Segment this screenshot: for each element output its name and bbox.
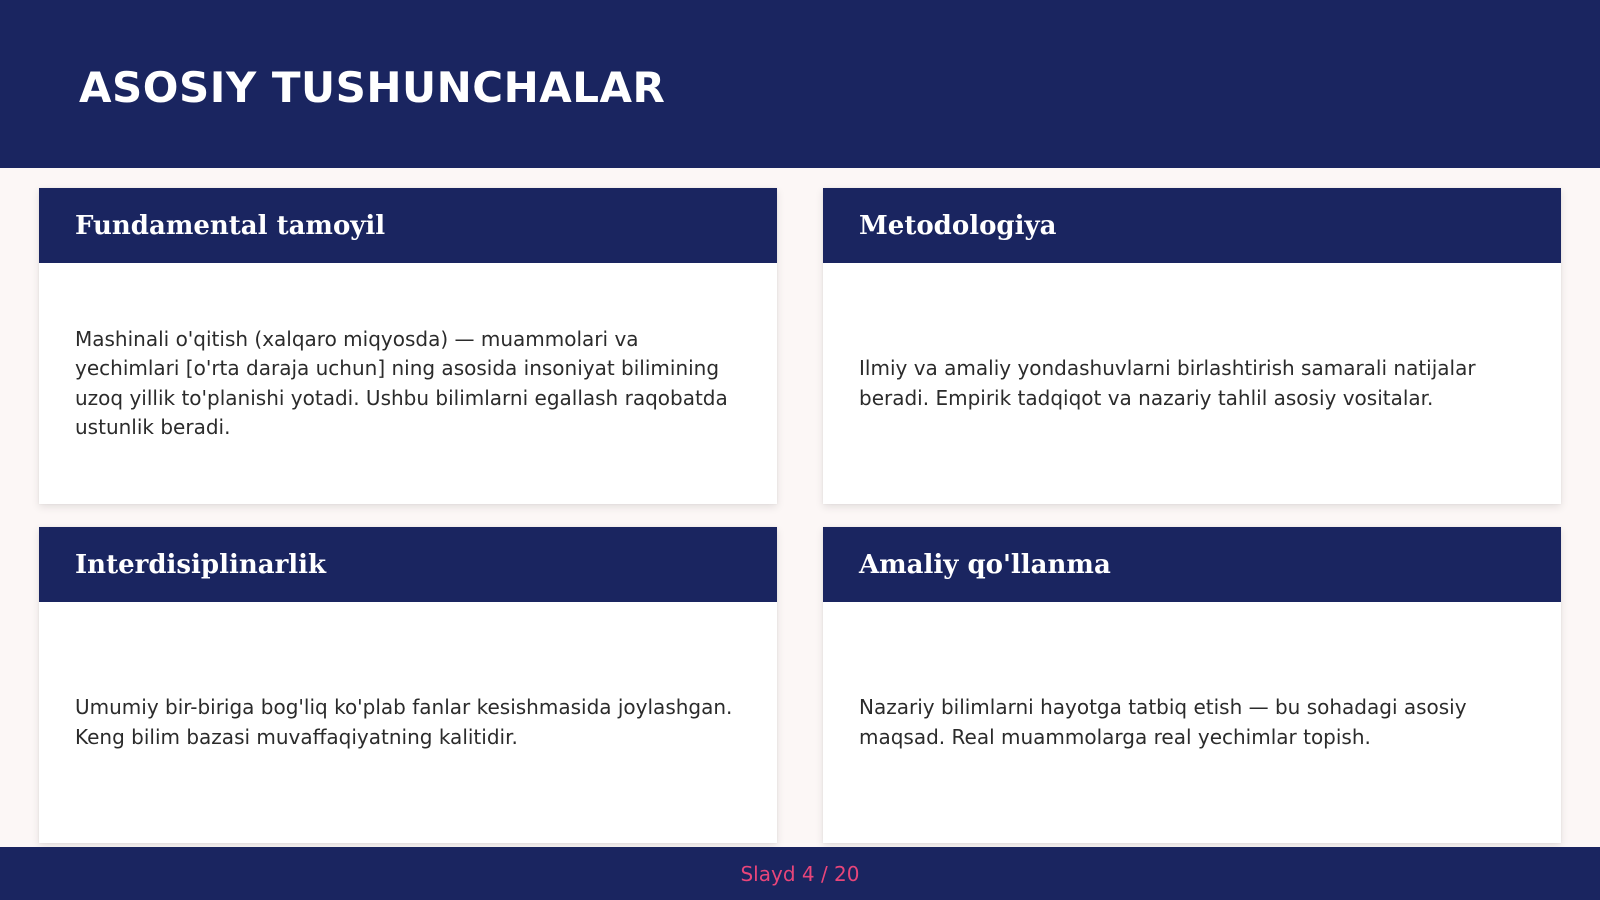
card-fundamental-tamoyil (39, 188, 777, 504)
card-title: Fundamental tamoyil (75, 210, 386, 241)
card-body (39, 263, 777, 504)
card-title: Interdisiplinarlik (75, 549, 327, 580)
card-body (823, 263, 1561, 504)
card-text: Mashinali o'qitish (xalqaro miqyosda) — muammolari va yechimlari [o'rta daraja uchun] ning asosida insoniyat bilimining uzoq yillik to'planishi yotadi. Ushbu bilimlarni egallash raqobatda ustunlik beradi. (75, 326, 728, 439)
card-interdisiplinarlik (39, 527, 777, 843)
card-body (39, 602, 777, 843)
card-title: Amaliy qo'llanma (859, 549, 1111, 580)
card-text: Nazariy bilimlarni hayotga tatbiq etish — bu sohadagi asosiy maqsad. Real muammolarga real yechimlar topish. (859, 695, 1467, 749)
card-title: Metodologiya (859, 210, 1057, 241)
card-text: Ilmiy va amaliy yondashuvlarni birlashtirish samarali natijalar beradi. Empirik tadqiqot va nazariy tahlil asosiy vositalar. (859, 356, 1476, 410)
card-header (823, 527, 1561, 602)
card-header (39, 188, 777, 263)
card-text: Umumiy bir-biriga bog'liq ko'plab fanlar kesishmasida joylashgan. Keng bilim bazasi muvaffaqiyatning kalitidir. (75, 695, 733, 749)
card-header (39, 527, 777, 602)
card-metodologiya (823, 188, 1561, 504)
header-bar (0, 0, 1600, 168)
page-title: ASOSIY TUSHUNCHALAR (79, 63, 666, 112)
card-amaliy-qollanma (823, 527, 1561, 843)
slide-counter: Slayd 4 / 20 (740, 861, 860, 886)
footer-bar (0, 847, 1600, 900)
card-header (823, 188, 1561, 263)
card-body (823, 602, 1561, 843)
